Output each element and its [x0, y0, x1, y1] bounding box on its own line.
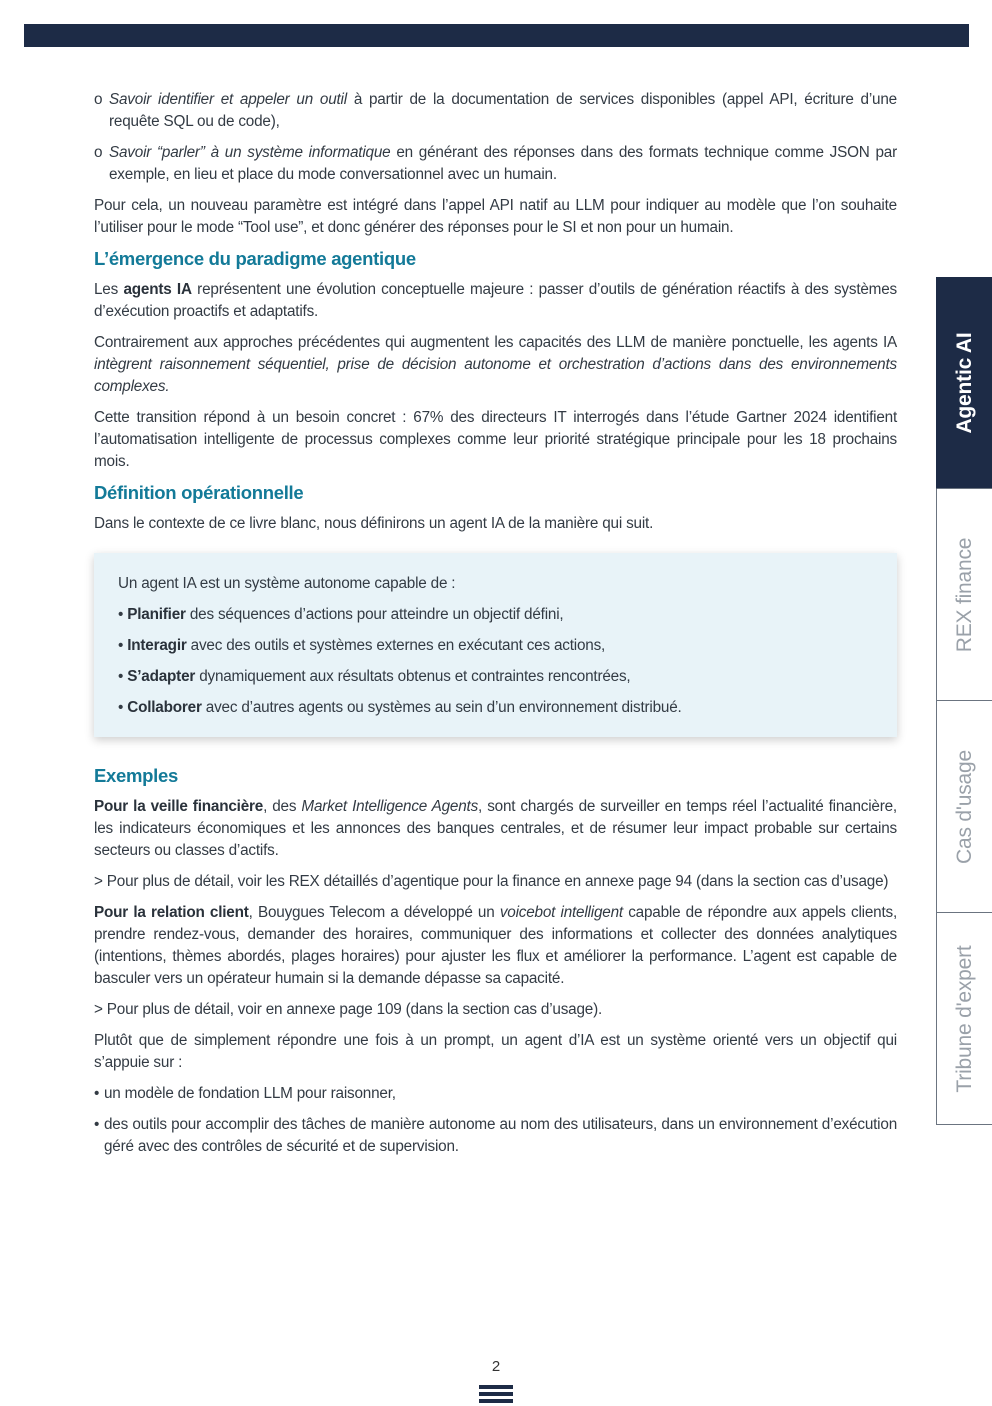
definition-box — [94, 553, 897, 737]
bold-text: Pour la relation client — [94, 904, 249, 921]
bullet-item — [94, 1083, 897, 1105]
text: , Bouygues Telecom a développé un — [248, 904, 500, 921]
sub-item-italic: Savoir “parler” à un système informatique — [109, 144, 391, 161]
text: , des — [263, 798, 302, 815]
tab-label: Agentic AI — [952, 331, 976, 434]
sub-item-text: à partir de la documentation de services disponibles (appel API, écriture d’une requête SQL ou de code), — [109, 91, 897, 130]
sub-item-italic: Savoir identifier et appeler un outil — [109, 91, 347, 108]
text: capable de répondre aux appels clients, prendre rendez-vous, demander des horaires, communiquer des informations et collecter des données analytiques (intentions, thèmes abordés, plages horaires) pour ajuster les flux et améliorer la performance. L’agent est capable de basculer vers un opérateur humain si la demande dépasse sa capacité. — [94, 904, 897, 987]
paragraph-agents-ia — [94, 279, 897, 323]
circle-bullet-icon: o — [94, 91, 103, 108]
paragraph-ref-relation: > Pour plus de détail, voir en annexe page 109 (dans la section cas d’usage). — [94, 1001, 603, 1018]
bold-text: Interagir — [127, 637, 187, 654]
sub-item-text: en générant des réponses dans des formats technique comme JSON par exemple, en lieu et place du mode conversationnel avec un humain. — [109, 144, 898, 183]
bold-text: S’adapter — [127, 668, 196, 685]
italic-text: voicebot intelligent — [499, 904, 623, 921]
heading-emergence: L’émergence du paradigme agentique — [94, 248, 416, 269]
paragraph-ref-finance: > Pour plus de détail, voir les REX détaillés d’agentique pour la finance en annexe page 94 (dans la section cas d’usage) — [94, 873, 889, 890]
text: avec d’autres agents ou systèmes au sein d’un environnement distribué. — [201, 699, 682, 716]
section-tabs — [936, 277, 992, 1125]
paragraph-transition: Cette transition répond à un besoin concret : 67% des directeurs IT interrogés dans l’étude Gartner 2024 identifient l’automatisation intelligente de processus complexes comme leur priorité stratégique principale pour les 18 prochains mois. — [94, 409, 897, 470]
paragraph-contrairement — [94, 332, 897, 398]
heading-definition: Définition opérationnelle — [94, 482, 304, 503]
text: représentent une évolution conceptuelle majeure : passer d’outils de génération réactifs à des systèmes d’exécution proactifs et adaptatifs. — [94, 281, 897, 320]
text: dynamiquement aux résultats obtenus et contraintes rencontrées, — [195, 668, 631, 685]
circle-bullet-icon: o — [94, 144, 103, 161]
text: des séquences d’actions pour atteindre un objectif défini, — [185, 606, 564, 623]
paragraph-veille — [94, 796, 897, 862]
box-item-planifier: • Planifier des séquences d’actions pour atteindre un objectif défini, — [118, 606, 564, 623]
text: Contrairement aux approches précédentes qui augmentent les capacités des LLM de manière ponctuelle, les agents IA — [94, 334, 897, 351]
tab-tribune-expert[interactable] — [936, 913, 992, 1125]
paragraph-tool-use: Pour cela, un nouveau paramètre est intégré dans l’appel API natif au LLM pour indiquer au modèle que l’on souhaite l’utiliser pour le mode “Tool use”, et donc générer des réponses pour le SI et non pour un humain. — [94, 197, 897, 236]
text: un modèle de fondation LLM pour raisonner, — [104, 1085, 396, 1102]
page-content — [94, 89, 897, 1167]
paragraph-plutot: Plutôt que de simplement répondre une fois à un prompt, un agent d’IA est un système orienté vers un objectif qui s’appuie sur : — [94, 1032, 897, 1071]
sub-item-identifier-outil — [94, 89, 897, 133]
tab-label: Cas d'usage — [952, 749, 976, 864]
text: Les — [94, 281, 124, 298]
box-item-collaborer: • Collaborer avec d’autres agents ou systèmes au sein d’un environnement distribué. — [118, 699, 682, 716]
bold-text: Collaborer — [127, 699, 202, 716]
text: avec des outils et systèmes externes en exécutant ces actions, — [186, 637, 606, 654]
header-bar — [24, 24, 969, 47]
box-item-adapter: • S’adapter dynamiquement aux résultats obtenus et contraintes rencontrées, — [118, 668, 631, 685]
sub-item-parler-systeme — [94, 142, 897, 186]
heading-exemples: Exemples — [94, 765, 178, 786]
tab-cas-usage[interactable] — [936, 701, 992, 913]
tab-rex-finance[interactable] — [936, 489, 992, 701]
italic-text: intègrent raisonnement séquentiel, prise de décision autonome et orchestration d’actions dans des environnements complexes. — [94, 356, 897, 395]
text: des outils pour accomplir des tâches de manière autonome au nom des utilisateurs, dans un environnement d’exécution géré avec des contrôles de sécurité et de supervision. — [104, 1116, 897, 1155]
bold-text: Planifier — [127, 606, 186, 623]
bullet-item — [94, 1114, 897, 1158]
paragraph-relation-client — [94, 902, 897, 990]
page-number: 2 — [491, 1358, 501, 1375]
paragraph-contexte: Dans le contexte de ce livre blanc, nous définirons un agent IA de la manière qui suit. — [94, 515, 654, 532]
text: , sont chargés de surveiller en temps réel l’actualité financière, les indicateurs économiques et les annonces des banques centrales, et de résumer leur impact probable sur certains secteurs ou classes d’actifs. — [94, 798, 897, 859]
italic-text: Market Intelligence Agents — [301, 798, 479, 815]
bullet-icon: • — [94, 1116, 100, 1133]
tab-label: Tribune d'expert — [952, 944, 976, 1093]
bullet-icon: • — [94, 1085, 100, 1102]
bold-text: agents IA — [123, 281, 192, 298]
tab-label: REX finance — [952, 537, 976, 652]
box-intro: Un agent IA est un système autonome capable de : — [118, 575, 456, 592]
bold-text: Pour la veille financière — [94, 798, 264, 815]
tab-agentic-ai[interactable] — [936, 277, 992, 489]
box-item-interagir: • Interagir avec des outils et systèmes externes en exécutant ces actions, — [118, 637, 606, 654]
